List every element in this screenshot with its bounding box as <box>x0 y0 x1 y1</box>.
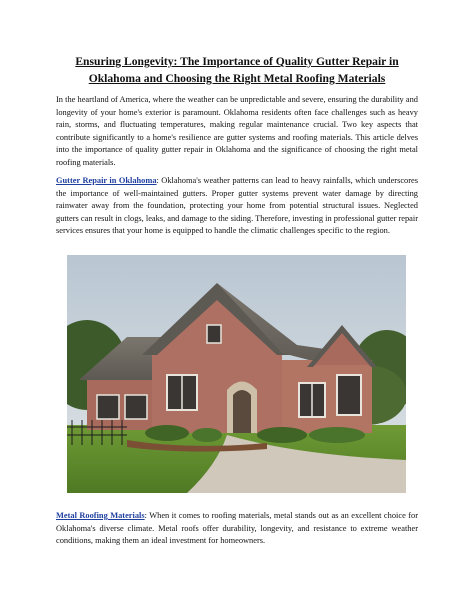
gutter-repair-link[interactable]: Gutter Repair in Oklahoma <box>56 176 157 185</box>
document-title <box>40 53 434 87</box>
title-line-2: Oklahoma and Choosing the Right Metal Roofing Materials <box>88 72 386 85</box>
intro-paragraph: In the heartland of America, where the weather can be unpredictable and severe, ensuring the durability and longevity of your home's exterior is paramount. Oklahoma residents often face challenges such as heavy rain, storms, and fluctuating temperatures, making regular maintenance crucial. Two key aspects that contribute significantly to a home's resilience are gutter systems and roofing materials. This article delves into the importance of quality gutter repair in Oklahoma and the significance of choosing the right metal roofing materials. <box>56 95 418 167</box>
metal-roofing-text: : When it comes to roofing materials, metal stands out as an excellent choice for Oklahoma's diverse climate. Metal roofs offer durability, longevity, and resistance to extreme weather conditions, making them an ideal investment for homeowners. <box>56 511 418 545</box>
house-photo <box>67 255 406 493</box>
metal-roofing-paragraph <box>56 510 418 548</box>
gutter-repair-paragraph <box>56 175 418 238</box>
metal-roofing-link[interactable]: Metal Roofing Materials <box>56 511 145 520</box>
gutter-repair-text: : Oklahoma's weather patterns can lead to heavy rainfalls, which underscores the importance of well-maintained gutters. Proper gutter systems prevent water damage by directing rainwater away from the foundation, protecting your home from potential structural issues. Neglected gutters can result in clogs, leaks, and damage to the siding. Therefore, investing in professional gutter repair services ensures that your home is equipped to handle the climatic challenges specific to the region. <box>56 176 419 235</box>
title-line-1: Ensuring Longevity: The Importance of Quality Gutter Repair in <box>75 55 399 68</box>
